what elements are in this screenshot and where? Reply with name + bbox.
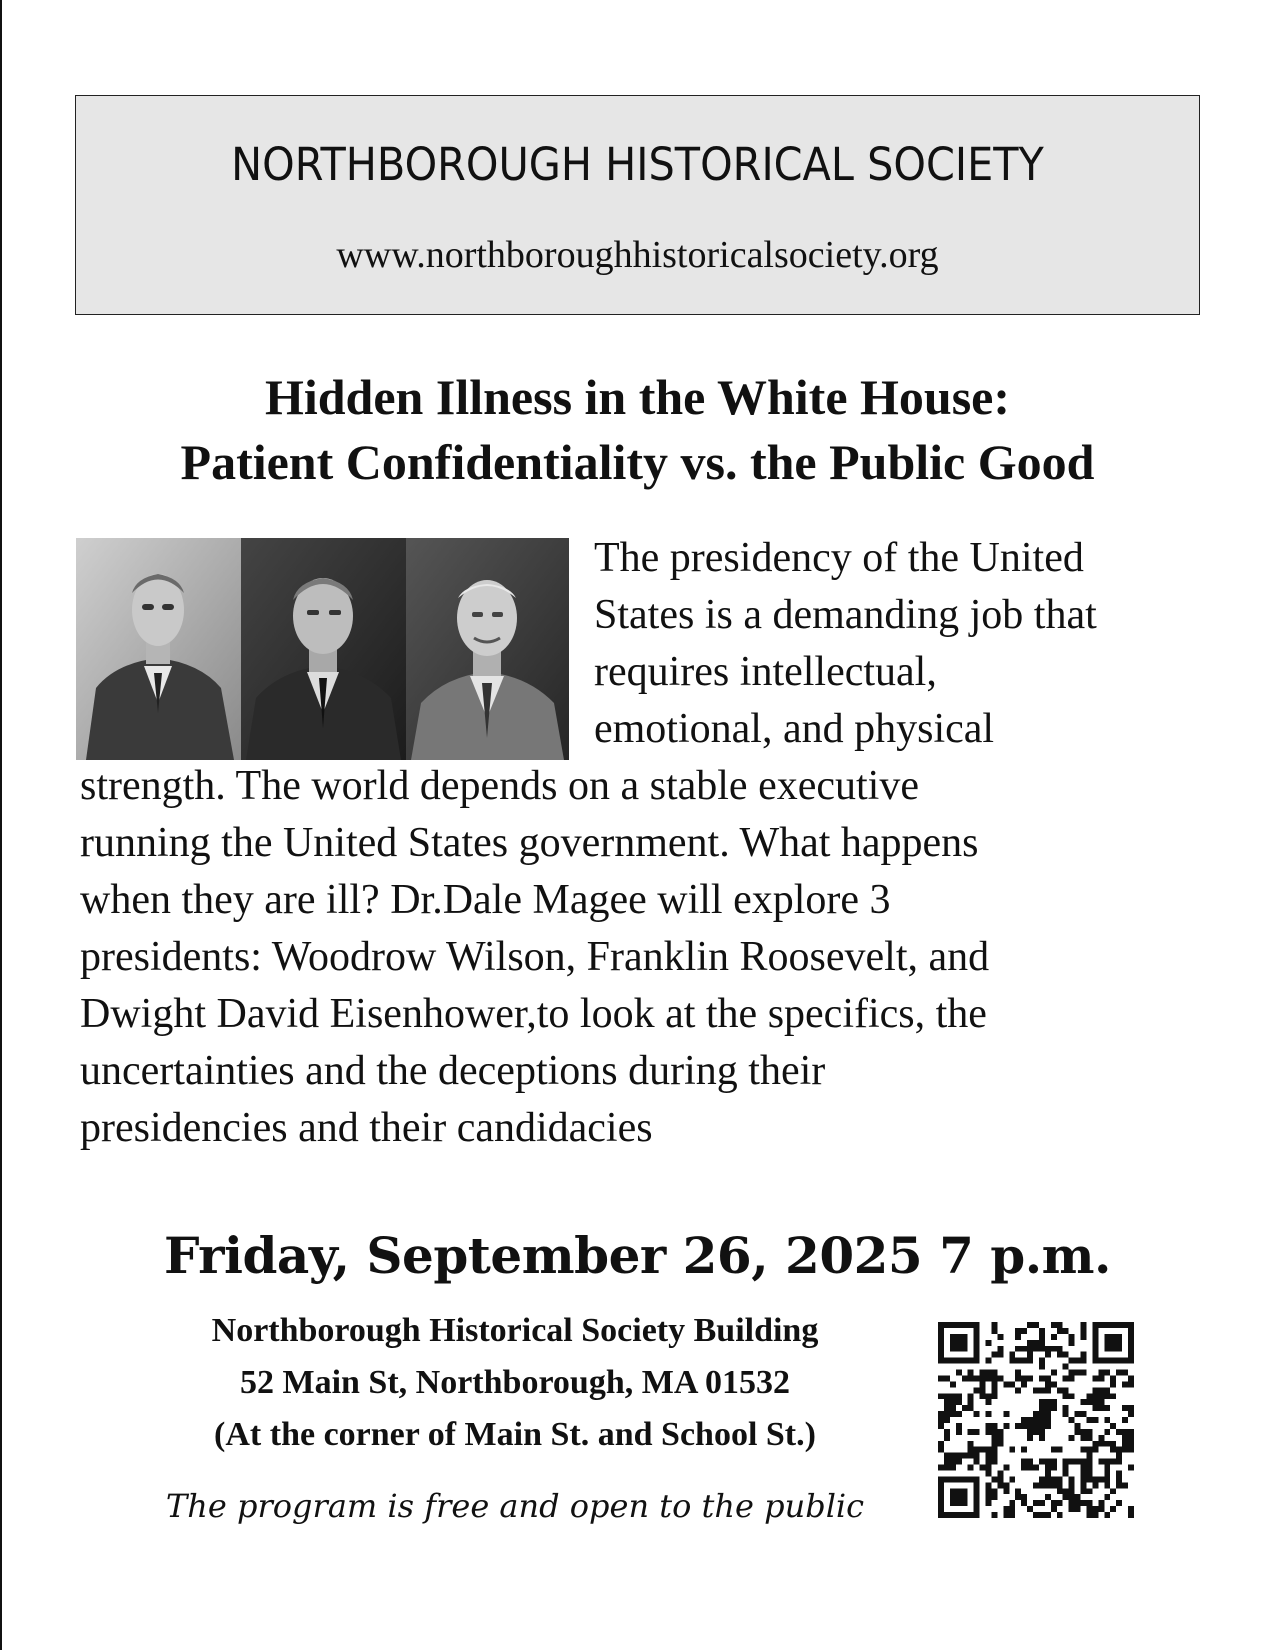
description-line: Dwight David Eisenhower,to look at the specifics, the — [80, 991, 987, 1037]
website-url[interactable]: www.northboroughhistoricalsociety.org — [336, 234, 939, 276]
description-line: presidents: Woodrow Wilson, Franklin Roosevelt, and — [80, 934, 990, 980]
event-title-line2: Patient Confidentiality vs. the Public Good — [180, 434, 1095, 490]
event-title-line1: Hidden Illness in the White House: — [264, 369, 1011, 425]
description-line: requires intellectual, — [594, 649, 937, 695]
description-line: The presidency of the United — [594, 535, 1084, 581]
page-edge-rule — [0, 0, 2, 1650]
portrait-eisenhower — [406, 538, 569, 760]
venue-name: Northborough Historical Society Building — [211, 1312, 819, 1349]
description-line: uncertainties and the deceptions during their — [80, 1048, 826, 1094]
admission-note: The program is free and open to the public — [165, 1487, 865, 1525]
description-line: running the United States government. What happens — [80, 820, 979, 866]
venue-directions: (At the corner of Main St. and School St.) — [214, 1416, 816, 1453]
org-name: NORTHBOROUGH HISTORICAL SOCIETY — [231, 138, 1044, 191]
description-line: when they are ill? Dr.Dale Magee will explore 3 — [80, 877, 891, 923]
qr-code-icon[interactable] — [938, 1322, 1134, 1518]
portrait-roosevelt — [241, 538, 406, 760]
portrait-wilson — [76, 538, 241, 760]
event-date-time: Friday, September 26, 2025 7 p.m. — [164, 1226, 1111, 1285]
header-banner — [75, 95, 1200, 315]
president-portraits — [76, 538, 569, 760]
description-line: presidencies and their candidacies — [80, 1105, 653, 1151]
description-line: strength. The world depends on a stable executive — [80, 763, 919, 809]
description-line: emotional, and physical — [594, 706, 995, 752]
description-line: States is a demanding job that — [594, 592, 1097, 638]
venue-address: 52 Main St, Northborough, MA 01532 — [239, 1364, 791, 1401]
